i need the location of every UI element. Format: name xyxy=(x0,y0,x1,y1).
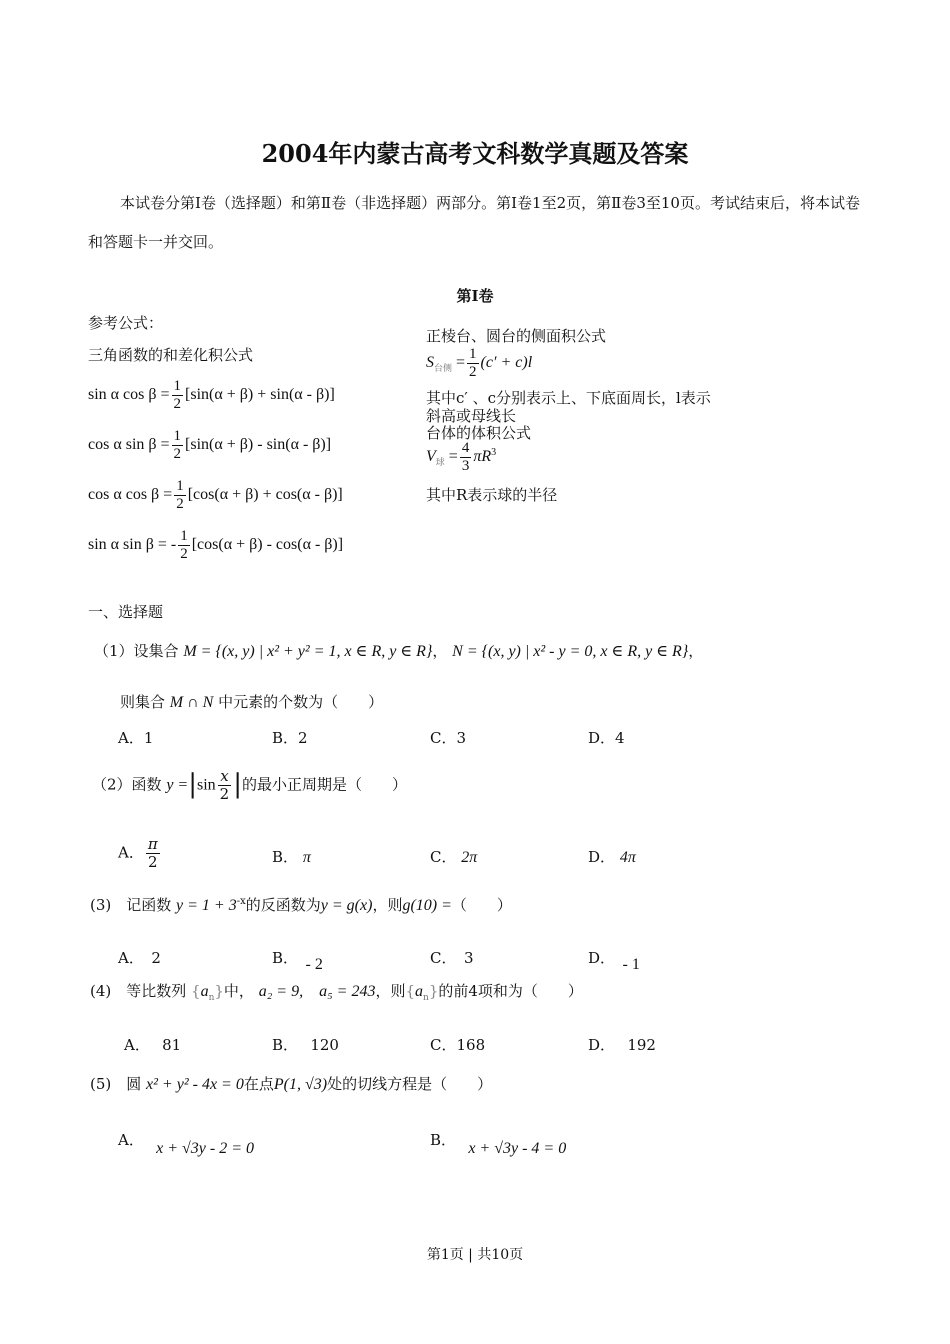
q3-prefix: (3) 记函数 xyxy=(90,896,172,914)
question-4 xyxy=(90,978,583,1003)
option-label: B． xyxy=(272,1036,291,1054)
q3-value: g(10) = xyxy=(402,897,452,914)
frustum-subscript: 台侧 xyxy=(434,363,453,374)
option-label: A． xyxy=(124,1036,143,1054)
abs-bar-left: | xyxy=(188,769,197,800)
q4-seq: a xyxy=(415,983,424,1000)
q2-option-a xyxy=(118,836,162,871)
q3-option-b xyxy=(272,947,323,973)
sphere-formula-label: 台体的体积公式 xyxy=(426,424,532,442)
option-value: - 1 xyxy=(622,956,640,973)
trig-lhs: sin α cos β = xyxy=(88,386,170,404)
sphere-subscript: 球 xyxy=(435,457,445,468)
q5-option-a xyxy=(118,1129,255,1157)
q3-option-c xyxy=(430,947,474,968)
option-label: B． xyxy=(272,848,299,866)
sphere-symbol: V xyxy=(426,448,436,466)
q3-function: y = 1 + 3 xyxy=(176,897,237,914)
option-label: B． xyxy=(430,1131,449,1149)
option-label: A． xyxy=(118,949,137,967)
trig-formula-2 xyxy=(88,428,331,463)
frac-den: 2 xyxy=(180,546,188,562)
question-3 xyxy=(90,894,512,915)
trig-formula-label: 三角函数的和差化积公式 xyxy=(88,346,254,364)
q3-end: （ ） xyxy=(451,896,512,914)
page-footer: 第1页 | 共10页 xyxy=(426,1247,524,1263)
frac-den: 3 xyxy=(461,458,470,474)
q4-option-b xyxy=(272,1034,339,1055)
frustum-rhs: (c′ + c)l xyxy=(480,354,533,372)
brace-right: } xyxy=(214,982,224,1000)
q3-inverse: y = g(x) xyxy=(320,897,373,914)
option-value: 168 xyxy=(456,1036,486,1054)
q3-exponent: -x xyxy=(236,896,246,907)
q1-set-n: N = {(x, y) | x² - y = 0, x ∈ R, y ∈ R} xyxy=(452,643,689,660)
document-title: 2004年内蒙古高考文科数学真题及答案 xyxy=(261,139,689,168)
frac-num: x xyxy=(220,767,229,785)
q2-option-d xyxy=(588,846,636,867)
q4-mid: 中， xyxy=(223,982,254,1000)
q2-prefix: （2）函数 xyxy=(92,775,162,794)
frac-den: 2 xyxy=(173,396,182,412)
option-label: D． xyxy=(588,949,608,967)
q5-mid: 在点 xyxy=(243,1075,274,1093)
question-1 xyxy=(94,640,703,661)
sphere-formula: $V_球$ = $\frac{4}{3}$ $\pi R^3$ xyxy=(426,440,497,474)
trig-lhs: cos α cos β = xyxy=(88,486,173,504)
q2-lhs: y = xyxy=(166,776,189,794)
q2-option-c xyxy=(430,846,477,867)
q1-intersection: M ∩ N xyxy=(169,694,214,711)
q3-option-a xyxy=(118,947,161,968)
q5-option-b xyxy=(430,1129,567,1157)
option-value: 120 xyxy=(310,1036,339,1054)
option-label: D． xyxy=(588,848,616,866)
frac-num: 1 xyxy=(469,346,477,362)
trig-rhs: [cos(α + β) + cos(α - β)] xyxy=(187,486,343,504)
q4-option-c xyxy=(430,1034,485,1055)
option-label: A． xyxy=(118,843,144,862)
option-value: 81 xyxy=(162,1036,182,1054)
frustum-note-line1: 其中c′ 、c分别表示上、下底面周长，l表示 xyxy=(426,389,711,407)
option-value: - 2 xyxy=(305,956,323,973)
q3-option-d xyxy=(588,947,640,973)
trig-formula-4 xyxy=(88,528,343,563)
q3-mid2: ，则 xyxy=(372,896,403,914)
option-value: 192 xyxy=(627,1036,656,1054)
q5-circle: x² + y² - 4x = 0 xyxy=(146,1076,244,1093)
section-heading: 第Ⅰ卷 xyxy=(456,287,494,305)
half-fraction xyxy=(467,346,479,381)
option-label: A． xyxy=(118,1131,137,1149)
frac-num: 1 xyxy=(180,528,188,544)
frac-den: 2 xyxy=(176,496,184,512)
frustum-formula: $S_{台侧}$ = $\frac{1}{2}$ (c′ + c)l xyxy=(426,346,533,380)
four-thirds-fraction xyxy=(460,440,472,475)
q1-line2-b: 中元素的个数为（ ） xyxy=(218,693,384,711)
option-label: C． xyxy=(430,1036,457,1054)
q4-seq-sub: n xyxy=(208,993,215,1003)
brace-left: { xyxy=(191,982,201,1000)
q2-fraction xyxy=(218,768,232,803)
option-label: C． xyxy=(430,848,457,866)
sphere-exponent: 3 xyxy=(491,447,497,459)
q5-suffix: 处的切线方程是（ ） xyxy=(327,1075,493,1093)
option-value: 3 xyxy=(464,949,474,967)
frac-den: 2 xyxy=(148,853,158,871)
half-fraction xyxy=(172,378,184,413)
question-2 xyxy=(92,768,407,803)
q1-prefix: （1）设集合 xyxy=(94,642,179,660)
q5-prefix: (5) 圆 xyxy=(90,1075,142,1093)
frac-num: 1 xyxy=(173,378,182,394)
frustum-symbol: S xyxy=(426,354,434,372)
trig-rhs: [sin(α + β) - sin(α - β)] xyxy=(185,436,332,454)
option-label: C． xyxy=(430,949,449,967)
option-value: 4π xyxy=(619,849,636,866)
half-fraction xyxy=(178,528,190,563)
frac-den: 2 xyxy=(469,364,477,380)
q2-option-b xyxy=(272,846,311,867)
option-value: 2 xyxy=(151,949,161,967)
q1-set-m: M = {(x, y) | x² + y² = 1, x ∈ R, y ∈ R} xyxy=(183,643,433,660)
q2-suffix: 的最小正周期是（ ） xyxy=(241,775,407,794)
trig-rhs: [sin(α + β) + sin(α - β)] xyxy=(185,386,335,404)
intro-paragraph: 本试卷分第Ⅰ卷（选择题）和第Ⅱ卷（非选择题）两部分。第Ⅰ卷1至2页，第Ⅱ卷3至10页。考试结束后，将本试卷和答题卡一并交回。 xyxy=(88,194,860,251)
q1-separator: ， xyxy=(432,642,448,660)
frustum-formula-label: 正棱台、圆台的侧面积公式 xyxy=(426,327,607,345)
trig-rhs: [cos(α + β) - cos(α - β)] xyxy=(191,536,344,554)
q4-suffix: 的前4项和为（ ） xyxy=(438,982,583,1000)
brace-left: { xyxy=(405,982,416,1000)
q4-mid2: ，则 xyxy=(375,982,406,1000)
q4-prefix: (4) 等比数列 xyxy=(90,982,187,1000)
q4-terms: a₂ = 9, a₅ = 243 xyxy=(258,983,376,1000)
reference-formula-label: 参考公式： xyxy=(88,314,164,332)
q1-option-a: A．1 xyxy=(118,729,154,747)
sphere-rhs: πR xyxy=(473,448,492,466)
q1-end: ， xyxy=(688,642,704,660)
question-1-line2 xyxy=(120,691,383,712)
trig-lhs: sin α sin β = - xyxy=(88,536,177,554)
q4-seq-sub: n xyxy=(423,993,429,1003)
q2-sin: sin xyxy=(197,776,216,794)
sphere-note: 其中R表示球的半径 xyxy=(426,486,558,504)
frac-den: 2 xyxy=(219,785,230,803)
trig-formula-3 xyxy=(88,478,343,513)
q1-option-b: B．2 xyxy=(272,729,308,747)
option-value: π xyxy=(302,849,311,866)
trig-formula-1 xyxy=(88,378,335,413)
q4-seq: a xyxy=(200,983,209,1000)
frac-den: 2 xyxy=(173,446,182,462)
option-value: x + √3y - 2 = 0 xyxy=(156,1140,255,1157)
frac-num: 4 xyxy=(461,440,470,456)
q4-option-a xyxy=(124,1034,181,1055)
frac-num: 1 xyxy=(173,428,182,444)
q1-option-d: D．4 xyxy=(588,729,625,747)
trig-lhs: cos α sin β = xyxy=(88,436,170,454)
q4-option-d xyxy=(588,1034,656,1055)
option-value: x + √3y - 4 = 0 xyxy=(468,1140,567,1157)
brace-right: } xyxy=(428,982,439,1000)
option-label: D． xyxy=(588,1036,608,1054)
q1-option-c: C．3 xyxy=(430,729,467,747)
abs-bar-right: | xyxy=(233,769,242,800)
half-fraction xyxy=(172,428,184,463)
q2-opt-a-fraction xyxy=(146,836,160,871)
frac-num: 1 xyxy=(176,478,184,494)
option-value: 2π xyxy=(461,849,478,866)
question-5 xyxy=(90,1073,492,1094)
option-label: B． xyxy=(272,949,291,967)
q1-line2-a: 则集合 xyxy=(120,693,166,711)
frustum-note-line2: 斜高或母线长 xyxy=(426,407,517,425)
q3-mid: 的反函数为 xyxy=(245,896,321,914)
part-heading: 一、选择题 xyxy=(88,603,164,621)
half-fraction xyxy=(174,478,186,513)
q5-point: P(1, √3) xyxy=(273,1076,328,1093)
frac-num: π xyxy=(147,835,158,853)
